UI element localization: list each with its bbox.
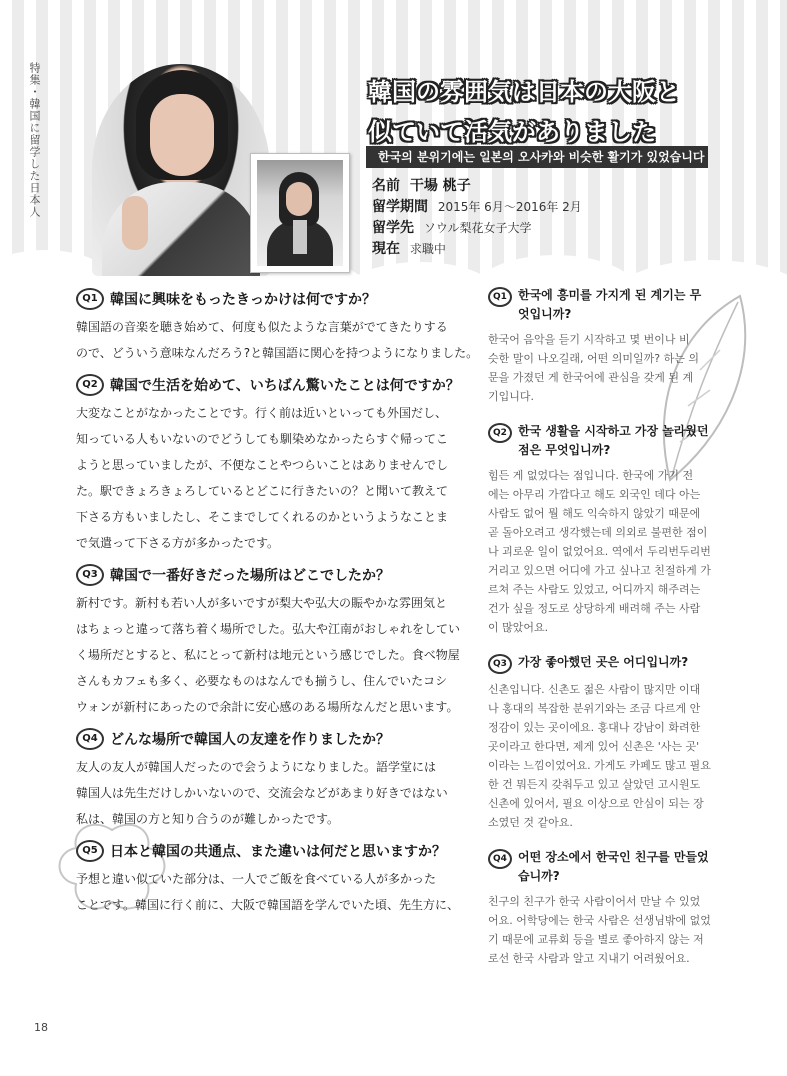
answer-line: 소였던 것 같아요. <box>488 816 573 829</box>
question-line: 엇입니까? <box>518 307 572 321</box>
answer-line: 힘든 게 없었다는 점입니다. 한국에 가기 전 <box>488 469 694 482</box>
answer-line: 予想と違い似ていた部分は、一人でご飯を食べている人が多かった <box>76 872 437 886</box>
page-number: 18 <box>34 1021 48 1034</box>
kr-qa-item <box>488 653 724 832</box>
polaroid-photo <box>250 153 350 273</box>
student-portrait-photo <box>92 64 270 276</box>
school-label: 留学先 <box>372 220 414 236</box>
question-line: 한국에 흥미를 가지게 된 계기는 무 <box>518 288 702 302</box>
answer-line: 이 많았어요. <box>488 621 549 634</box>
answer-text <box>76 400 476 556</box>
question-text: 韓国に興味をもったきっかけは何ですか？ <box>110 292 376 308</box>
section-side-label: 特集・韓国に留学した日本人 <box>28 62 41 218</box>
answer-line: 신촌에 있어서, 필요 이상으로 안심이 되는 장 <box>488 797 704 810</box>
question-badge: Q1 <box>76 288 104 310</box>
answer-line: 곧 돌아오려고 생각했는데 의외로 불편한 점이 <box>488 526 708 539</box>
question-text: 韓国で一番好きだった場所はどこでしたか？ <box>110 568 390 584</box>
answer-line: 르쳐 주는 사람도 있었고, 어디까지 해주려는 <box>488 583 701 596</box>
name-label: 名前 <box>372 178 400 194</box>
answer-text <box>76 866 476 918</box>
jp-qa-item <box>76 728 476 832</box>
answer-line: 下さる方もいましたし、そこまでしてくれるのかというようなことま <box>76 510 449 524</box>
profile-info <box>372 176 582 260</box>
answer-line: 신촌입니다. 신촌도 젊은 사람이 많지만 이대 <box>488 683 701 696</box>
jp-qa-item <box>76 564 476 720</box>
answer-line: で気遣って下さる方が多かったです。 <box>76 536 280 550</box>
question-text <box>518 286 701 324</box>
question-badge: Q3 <box>76 564 104 586</box>
question-text <box>518 653 688 672</box>
profile-period-row <box>372 197 582 218</box>
profile-name-row <box>372 176 582 197</box>
answer-line: 나 홍대의 복잡한 분위기와는 조금 다르게 안 <box>488 702 701 715</box>
answer-line: 나 괴로운 일이 없었어요. 역에서 두리번두리번 <box>488 545 711 558</box>
question-badge: Q4 <box>76 728 104 750</box>
kr-qa-item <box>488 848 724 968</box>
question-line: 가장 좋아했던 곳은 어디입니까? <box>518 655 689 669</box>
answer-text <box>488 466 724 637</box>
question-badge: Q5 <box>76 840 104 862</box>
answer-line: ことです。韓国に行く前に、大阪で韓国語を学んでいた頃、先生方に、 <box>76 898 460 912</box>
answer-line: 어요. 어학당에는 한국 사람은 선생님밖에 없었 <box>488 914 711 927</box>
korean-qa-column <box>488 286 724 984</box>
name-value: 干場 桃子 <box>409 178 471 194</box>
answer-line: 로선 한국 사람과 알고 지내기 어려웠어요. <box>488 952 690 965</box>
question-line: 습니까? <box>518 869 560 883</box>
answer-text <box>76 754 476 832</box>
question-line: 점은 무엇입니까? <box>518 443 611 457</box>
answer-line: く場所だとすると、私にとって新村は地元という感じでした。食べ物屋 <box>76 648 460 662</box>
kr-qa-item <box>488 286 724 406</box>
answer-line: 문을 가졌던 게 한국어에 관심을 갖게 된 계 <box>488 371 694 384</box>
answer-line: 친구의 친구가 한국 사람이어서 만날 수 있었 <box>488 895 701 908</box>
answer-line: 韓国語の音楽を聴き始めて、何度も似たような言葉がでてきたりする <box>76 320 448 334</box>
question-line: 한국 생활을 시작하고 가장 놀라웠던 <box>518 424 709 438</box>
answer-text <box>488 680 724 832</box>
answer-line: 기 때문에 교류회 등을 별로 좋아하지 않는 저 <box>488 933 704 946</box>
answer-line: 한국어 음악을 듣기 시작하고 몇 번이나 비 <box>488 333 690 346</box>
question-badge: Q3 <box>488 654 512 674</box>
japanese-qa-column <box>76 288 479 926</box>
jp-qa-item <box>76 840 476 918</box>
answer-line: 私は、韓国の方と知り合うのが難しかったです。 <box>76 812 340 826</box>
answer-text <box>488 892 724 968</box>
answer-line: さんもカフェも多く、必要なものはなんでも揃うし、住んでいたコシ <box>76 674 448 688</box>
question-badge: Q1 <box>488 287 512 307</box>
answer-line: ので、どういう意味なんだろう?と韓国語に関心を持つようになりました。 <box>76 346 479 360</box>
answer-line: 한 건 뭐든지 갖춰두고 있고 살았던 고시원도 <box>488 778 701 791</box>
current-value: 求職中 <box>409 242 446 256</box>
question-text <box>518 422 709 460</box>
answer-line: ようと思っていましたが、不便なことやつらいことはありませんでし <box>76 458 449 472</box>
title-line-2: 似ていて活気がありました <box>368 118 656 146</box>
answer-line: 新村です。新村も若い人が多いですが梨大や弘大の賑やかな雰囲気と <box>76 596 448 610</box>
answer-text <box>76 314 479 366</box>
title-line-1: 韓国の雰囲気は日本の大阪と <box>368 78 680 106</box>
answer-line: 友人の友人が韓国人だったので会うようになりました。語学堂には <box>76 760 437 774</box>
answer-line: 건가 싶을 정도로 상당하게 배려해 주는 사람 <box>488 602 701 615</box>
answer-line: 이라는 느낌이었어요. 가게도 카페도 많고 필요 <box>488 759 711 772</box>
kr-qa-item <box>488 422 724 637</box>
question-badge: Q2 <box>76 374 104 396</box>
answer-line: 곳이라고 한다면, 제게 있어 신촌은 '사는 곳' <box>488 740 700 753</box>
question-badge: Q4 <box>488 849 512 869</box>
answer-text <box>76 590 476 720</box>
answer-line: 거리고 있으면 어디에 가고 싶나고 친절하게 가 <box>488 564 711 577</box>
answer-line: ウォンが新村にあったので余計に安心感のある場所なんだと思います。 <box>76 700 459 714</box>
question-text: 韓国で生活を始めて、いちばん驚いたことは何ですか？ <box>110 378 460 394</box>
answer-line: た。駅できょろきょろしているとどこに行きたいの？と聞いて教えて <box>76 484 449 498</box>
answer-line: 슷한 말이 나오길래, 어떤 의미일까? 하는 의 <box>488 352 699 365</box>
question-text: 日本と韓国の共通点、また違いは何だと思いますか？ <box>110 844 446 860</box>
answer-line: 사람도 없어 뭘 해도 익숙하지 않았기 때문에 <box>488 507 701 520</box>
question-line: 어떤 장소에서 한국인 친구를 만들었 <box>518 850 709 864</box>
school-value: ソウル梨花女子大学 <box>423 221 532 235</box>
article-title <box>368 72 680 152</box>
korean-title-banner: 한국의 분위기에는 일본의 오사카와 비슷한 활기가 있었습니다 <box>366 146 708 168</box>
question-badge: Q2 <box>488 423 512 443</box>
answer-line: 知っている人もいないのでどうしても馴染めなかったらすぐ帰ってこ <box>76 432 449 446</box>
answer-line: 기입니다. <box>488 390 535 403</box>
period-label: 留学期間 <box>372 199 428 215</box>
jp-qa-item <box>76 288 479 366</box>
answer-line: 大変なことがなかったことです。行く前は近いといっても外国だし、 <box>76 406 448 420</box>
current-label: 現在 <box>372 241 400 257</box>
question-text: どんな場所で韓国人の友達を作りましたか？ <box>110 732 390 748</box>
profile-current-row <box>372 239 582 260</box>
jp-qa-item <box>76 374 476 556</box>
answer-line: 韓国人は先生だけしかいないので、交流会などがあまり好きではない <box>76 786 448 800</box>
profile-school-row <box>372 218 582 239</box>
answer-text <box>488 330 724 406</box>
answer-line: 에는 아무리 가깝다고 해도 외국인 데다 아는 <box>488 488 701 501</box>
answer-line: 정감이 있는 곳이에요. 홍대나 강남이 화려한 <box>488 721 701 734</box>
answer-line: はちょっと違って落ち着く場所でした。弘大や江南がおしゃれをしてい <box>76 622 461 636</box>
period-value: 2015年 6月～2016年 2月 <box>437 200 582 214</box>
question-text <box>518 848 709 886</box>
